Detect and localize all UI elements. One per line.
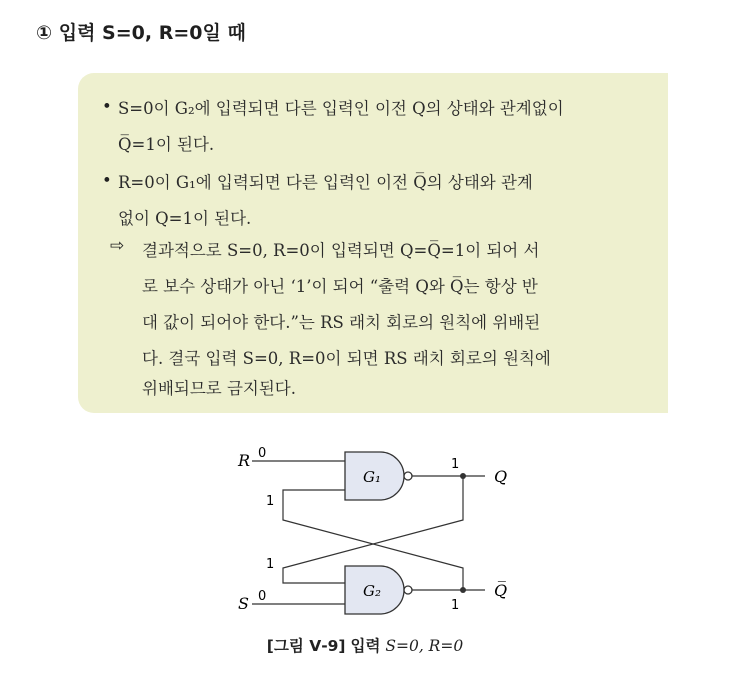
input-s-label: S	[238, 594, 249, 613]
output-qbar-label: Q̅	[494, 581, 508, 600]
g1-feedback-value: 1	[266, 494, 275, 509]
q-junction-dot	[460, 473, 466, 479]
g2-feedback-value: 1	[266, 557, 275, 572]
figure-title: 입력	[350, 637, 381, 655]
figure-number: [그림 Ⅴ-9]	[266, 637, 346, 655]
conclusion-line3: 대 값이 되어야 한다.”는 RS 래치 회로의 원칙에 위배된	[142, 313, 541, 332]
figure-caption	[0, 634, 730, 656]
gate-g1-bubble	[404, 472, 412, 480]
bullet1-line2: Q̅=1이 된다.	[118, 135, 215, 154]
bullet2-line2: 없이 Q=1이 된다.	[118, 209, 252, 228]
q-value: 1	[451, 457, 460, 472]
output-q-label: Q	[494, 467, 508, 486]
conclusion-line1: 결과적으로 S=0, R=0이 입력되면 Q=Q̅=1이 되어 서	[142, 241, 540, 260]
bullet-dot: •	[102, 171, 112, 190]
section-number: ①	[36, 22, 53, 44]
gate-g1-label: G₁	[363, 468, 381, 486]
bullet2-line1: R=0이 G₁에 입력되면 다른 입력인 이전 Q̅의 상태와 관계	[118, 173, 533, 192]
gate-g2-label: G₂	[363, 582, 381, 600]
figure-math: S=0, R=0	[385, 637, 464, 655]
input-r-value: 0	[258, 446, 267, 461]
bullet-dot: •	[102, 97, 112, 116]
input-r-label: R	[238, 451, 251, 470]
qbar-junction-dot	[460, 587, 466, 593]
input-s-value: 0	[258, 589, 267, 604]
conclusion-line5: 위배되므로 금지된다.	[142, 379, 296, 398]
gate-g2-bubble	[404, 586, 412, 594]
conclusion-line4: 다. 결국 입력 S=0, R=0이 되면 RS 래치 회로의 원칙에	[142, 349, 551, 368]
conclusion-line2: 로 보수 상태가 아닌 ‘1’이 되어 “출력 Q와 Q̅는 항상 반	[142, 277, 538, 296]
qbar-value: 1	[451, 598, 460, 613]
section-title: 입력 S=0, R=0일 때	[58, 22, 246, 44]
conclusion-arrow-icon: ⇨	[110, 236, 125, 256]
bullet1-line1: S=0이 G₂에 입력되면 다른 입력인 이전 Q의 상태와 관계없이	[118, 99, 564, 118]
